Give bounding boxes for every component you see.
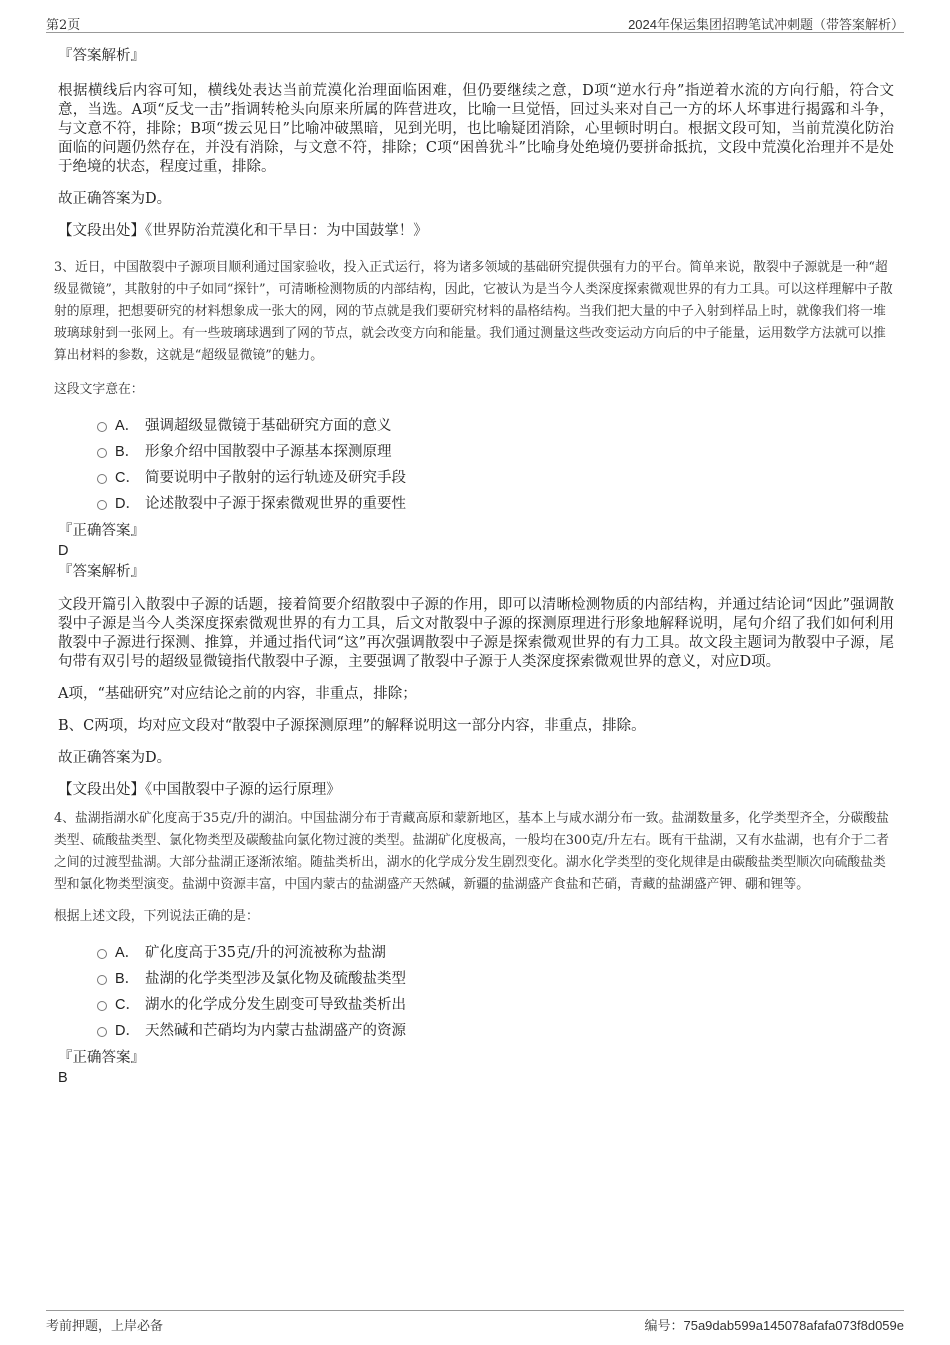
q4-option-b[interactable]	[58, 966, 894, 992]
option-letter: C．	[115, 997, 140, 1013]
q4-option-a[interactable]	[58, 940, 894, 966]
radio-icon[interactable]	[97, 949, 107, 959]
q2-analysis-label: 『答案解析』	[58, 48, 145, 64]
option-text: 天然碱和芒硝均为内蒙古盐湖盛产的资源	[145, 1023, 406, 1039]
radio-icon[interactable]	[97, 448, 107, 458]
document-id: 编号：75a9dab599a145078afafa073f8d059e	[644, 1318, 904, 1333]
q4-answer: B	[58, 1070, 68, 1086]
page-header	[46, 12, 904, 33]
option-text: 强调超级显微镜于基础研究方面的意义	[145, 418, 392, 434]
q2-source: 【文段出处】《世界防治荒漠化和干旱日：为中国鼓掌！》	[58, 223, 428, 239]
radio-icon[interactable]	[97, 500, 107, 510]
q3-analysis-label: 『答案解析』	[58, 564, 145, 580]
q2-analysis-text: 根据横线后内容可知，横线处表达当前荒漠化治理面临困难，但仍要继续之意，D项“逆水行舟”指逆着水流的方向行船，符合文意，当选。A项“反戈一击”指调转枪头向原来所属的阵营进攻，比喻一旦觉悟，回过头来对自己一方的坏人坏事进行揭露和斗争，与文意不符，排除；B项“拨云见日”比喻冲破黑暗，见到光明，也比喻疑团消除，心里顿时明白。根据文段可知，当前荒漠化防治面临的问题仍然存在，并没有消除，与文意不符，排除；C项“困兽犹斗”比喻身处绝境仍要拼命抵抗，文段中荒漠化治理并不是处于绝境的状态，程度过重，排除。	[58, 83, 894, 175]
option-letter: D．	[115, 1023, 140, 1039]
option-text: 形象介绍中国散裂中子源基本探测原理	[145, 444, 392, 460]
q3-options	[58, 413, 894, 517]
q4-answer-label: 『正确答案』	[58, 1050, 145, 1066]
document-title: 2024年保运集团招聘笔试冲刺题（带答案解析）	[628, 17, 904, 32]
option-letter: D．	[115, 496, 140, 512]
q3-stem: 3、近日，中国散裂中子源项目顺利通过国家验收，投入正式运行，将为诸多领域的基础研究提供强有力的平台。简单来说，散裂中子源就是一种“超级显微镜”，其散射的中子如同“探针”，可清晰检测物质的内部结构，因此，它被认为是当今人类深度探索微观世界的有力工具。可以这样理解中子散射的原理，把想要研究的材料想象成一张大的网，网的节点就是我们要研究材料的晶格结构。当我们把大量的中子入射到样品上时，就像我们将一堆玻璃球射到一张网上。有一些玻璃球遇到了网的节点，就会改变方向和能量。我们通过测量这些改变运动方向后的中子能量，运用数学方法就可以推算出材料的参数，这就是“超级显微镜”的魅力。	[54, 260, 893, 363]
radio-icon[interactable]	[97, 474, 107, 484]
q3-option-a[interactable]	[58, 413, 894, 439]
option-letter: A．	[115, 418, 140, 434]
page-number: 第2页	[46, 18, 81, 33]
q4-question: 根据上述文段，下列说法正确的是：	[54, 909, 259, 924]
q3-analysis-text: 文段开篇引入散裂中子源的话题，接着简要介绍散裂中子源的作用，即可以清晰检测物质的内部结构，并通过结论词“因此”强调散裂中子源是当今人类深度探索微观世界的有力工具，后文对散裂中子源的探测原理进行形象地解释说明，尾句介绍了我们如何利用散裂中子源进行探测、推算，并通过指代词“这”再次强调散裂中子源是探索微观世界的有力工具。故文段主题词为散裂中子源，尾句带有双引号的超级显微镜指代散裂中子源，主要强调了散裂中子源于人类深度探索微观世界的意义，对应D项。	[58, 597, 894, 670]
q3-option-b[interactable]	[58, 439, 894, 465]
option-letter: A．	[115, 945, 140, 961]
option-text: 湖水的化学成分发生剧变可导致盐类析出	[145, 997, 406, 1013]
q3-option-c[interactable]	[58, 465, 894, 491]
q3-question: 这段文字意在：	[54, 382, 144, 397]
q3-source: 【文段出处】《中国散裂中子源的运行原理》	[58, 782, 341, 798]
option-text: 矿化度高于35克/升的河流被称为盐湖	[145, 945, 386, 961]
q3-answer: D	[58, 543, 69, 559]
q2-conclusion: 故正确答案为D。	[58, 191, 172, 207]
radio-icon[interactable]	[97, 1001, 107, 1011]
q4-option-d[interactable]	[58, 1018, 894, 1044]
q4-options	[58, 940, 894, 1044]
q4-option-c[interactable]	[58, 992, 894, 1018]
page-footer	[46, 1310, 904, 1333]
option-text: 盐湖的化学类型涉及氯化物及硫酸盐类型	[145, 971, 406, 987]
q3-conclusion: 故正确答案为D。	[58, 750, 172, 766]
main-content	[54, 44, 894, 1087]
q3-note-bc: B、C两项，均对应文段对“散裂中子源探测原理”的解释说明这一部分内容，非重点，排除。	[58, 718, 646, 734]
radio-icon[interactable]	[97, 975, 107, 985]
option-letter: B．	[115, 444, 140, 460]
radio-icon[interactable]	[97, 422, 107, 432]
q4-stem: 4、盐湖指湖水矿化度高于35克/升的湖泊。中国盐湖分布于青藏高原和蒙新地区，基本上与咸水湖分布一致。盐湖数量多，化学类型齐全，分碳酸盐类型、硫酸盐类型、氯化物类型及碳酸盐向氯化物过渡的类型。盐湖矿化度极高，一般均在300克/升左右。既有干盐湖，又有水盐湖，也有介于二者之间的过渡型盐湖。大部分盐湖正逐渐浓缩。随盐类析出，湖水的化学成分发生剧烈变化。湖水化学类型的变化规律是由碳酸盐类型顺次向硫酸盐类型和氯化物类型演变。盐湖中资源丰富，中国内蒙古的盐湖盛产天然碱，新疆的盐湖盛产食盐和芒硝，青藏的盐湖盛产钾、硼和锂等。	[54, 811, 889, 892]
radio-icon[interactable]	[97, 1027, 107, 1037]
option-letter: C．	[115, 470, 140, 486]
option-letter: B．	[115, 971, 140, 987]
option-text: 论述散裂中子源于探索微观世界的重要性	[145, 496, 406, 512]
q3-answer-label: 『正确答案』	[58, 523, 145, 539]
q3-note-a: A项，“基础研究”对应结论之前的内容，非重点，排除；	[58, 686, 417, 702]
q3-option-d[interactable]	[58, 491, 894, 517]
option-text: 简要说明中子散射的运行轨迹及研究手段	[145, 470, 406, 486]
footer-slogan: 考前押题，上岸必备	[46, 1319, 164, 1334]
